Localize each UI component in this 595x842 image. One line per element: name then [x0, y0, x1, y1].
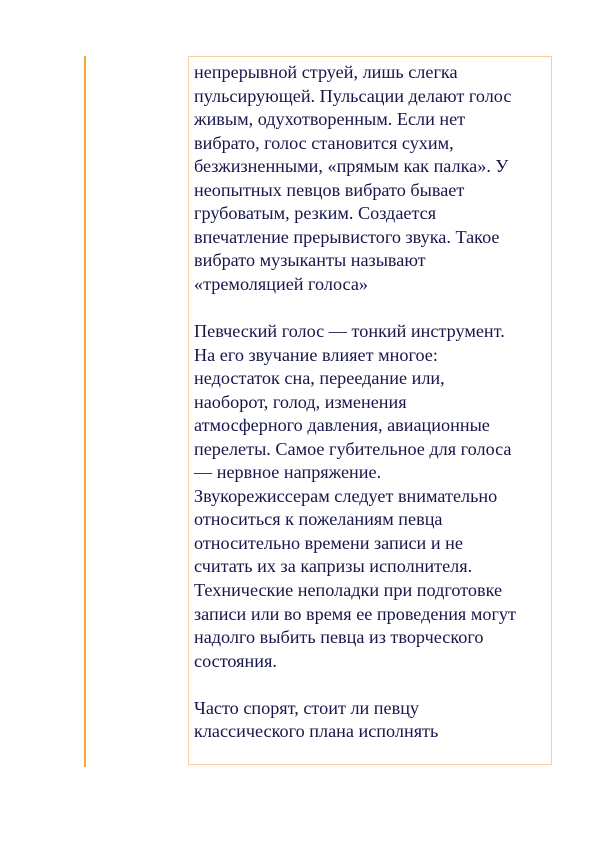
text-line: классического плана исполнять	[194, 721, 439, 742]
body-text	[194, 61, 550, 744]
text-line: Часто спорят, стоит ли певцу	[194, 697, 420, 718]
text-line: пульсирующей. Пульсации делают голос	[194, 85, 512, 106]
paragraph-gap	[194, 296, 550, 320]
text-line: впечатление прерывистого звука. Такое	[194, 226, 500, 247]
text-line: относительно времени записи и не	[194, 532, 463, 553]
text-line: На его звучание влияет многое:	[194, 344, 438, 365]
text-line: считать их за капризы исполнителя.	[194, 556, 473, 577]
text-line: относиться к пожеланиям певца	[194, 509, 443, 530]
text-line: вибрато музыканты называют	[194, 250, 426, 271]
paragraph-1	[194, 61, 550, 296]
text-line: Технические неполадки при подготовке	[194, 580, 503, 601]
text-line: «тремоляцией голоса»	[194, 273, 368, 294]
text-line: надолго выбить певца из творческого	[194, 627, 484, 648]
text-line: непрерывной струей, лишь слегка	[194, 62, 458, 82]
text-line: вибрато, голос становится сухим,	[194, 132, 454, 153]
text-line: Звукорежиссерам следует внимательно	[194, 485, 498, 506]
text-line: живым, одухотворенным. Если нет	[194, 109, 466, 130]
margin-rule	[84, 56, 86, 767]
text-line: наоборот, голод, изменения	[194, 391, 407, 412]
text-line: — нервное напряжение.	[194, 462, 382, 483]
text-line: грубоватым, резким. Создается	[194, 203, 437, 224]
paragraph-2	[194, 320, 550, 673]
text-line: состояния.	[194, 650, 277, 671]
text-line: неопытных певцов вибрато бывает	[194, 179, 465, 200]
paragraph-3	[194, 697, 550, 744]
text-line: безжизненными, «прямым как палка». У	[194, 156, 509, 177]
text-line: недостаток сна, переедание или,	[194, 368, 445, 389]
text-line: Певческий голос — тонкий инструмент.	[194, 321, 505, 342]
text-line: перелеты. Самое губительное для голоса	[194, 438, 512, 459]
text-line: атмосферного давления, авиационные	[194, 415, 490, 436]
text-line: записи или во время ее проведения могут	[194, 603, 516, 624]
paragraph-gap	[194, 673, 550, 697]
